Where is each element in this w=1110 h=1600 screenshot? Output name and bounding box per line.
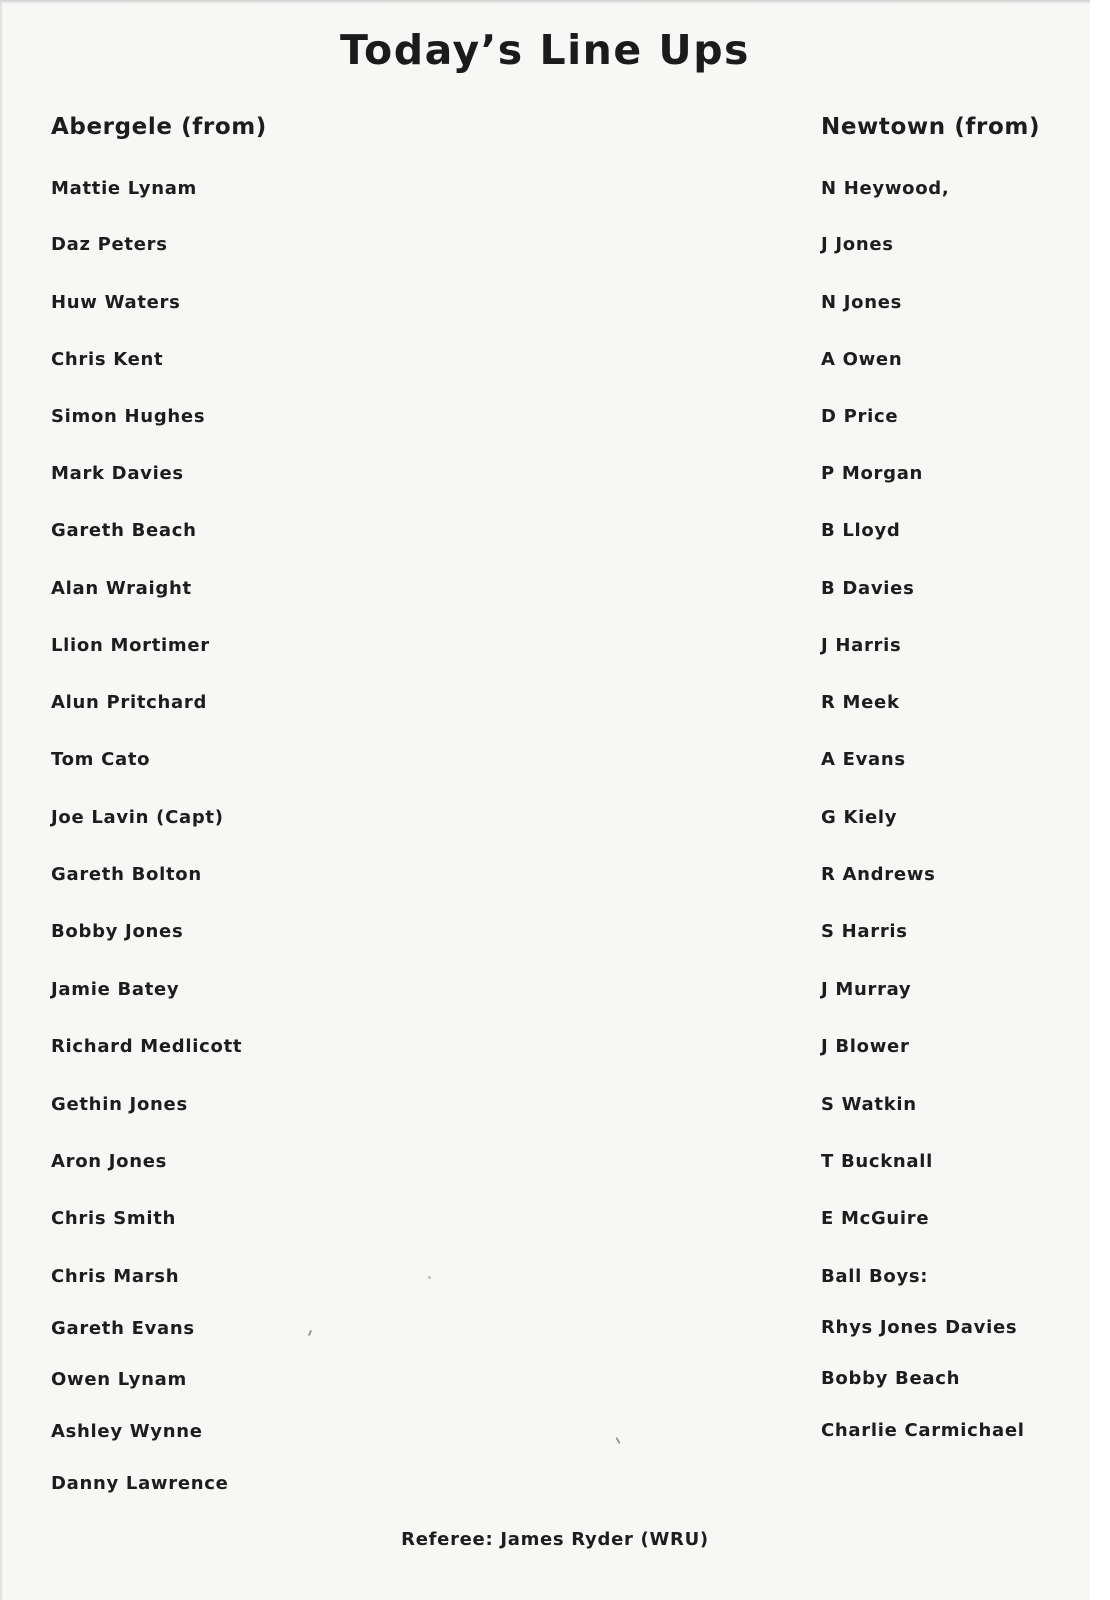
away-team-column [821, 112, 1041, 1441]
home-player: Ashley Wynne [51, 1421, 203, 1442]
home-team-column [51, 112, 267, 1494]
home-player: Tom Cato [51, 749, 151, 770]
away-team-header: Newtown (from) [821, 114, 1041, 140]
away-player: T Bucknall [821, 1151, 934, 1172]
ball-boy: Charlie Carmichael [821, 1420, 1025, 1441]
home-player: Owen Lynam [51, 1369, 187, 1390]
home-player: Gareth Evans [51, 1318, 195, 1339]
home-player: Danny Lawrence [51, 1473, 229, 1494]
home-player: Llion Mortimer [51, 635, 210, 656]
home-player: Gareth Bolton [51, 864, 202, 885]
scan-edge-top [0, 0, 1090, 4]
away-player: P Morgan [821, 463, 924, 484]
away-player: G Kiely [821, 807, 898, 828]
scan-edge-left [0, 0, 3, 1600]
home-player: Chris Kent [51, 349, 164, 370]
home-player: Jamie Batey [51, 979, 180, 1000]
home-player: Gethin Jones [51, 1094, 188, 1115]
away-player: J Blower [821, 1036, 910, 1057]
away-player: J Harris [821, 635, 902, 656]
away-player: N Heywood, [821, 178, 950, 199]
away-player: S Watkin [821, 1094, 917, 1115]
away-player: S Harris [821, 921, 908, 942]
home-player: Joe Lavin (Capt) [51, 807, 224, 828]
away-player: J Jones [821, 234, 894, 255]
home-player: Alun Pritchard [51, 692, 208, 713]
away-player: N Jones [821, 292, 903, 313]
home-player: Bobby Jones [51, 921, 184, 942]
away-player: B Davies [821, 578, 915, 599]
away-player: R Andrews [821, 864, 936, 885]
away-player: R Meek [821, 692, 900, 713]
away-player: A Owen [821, 349, 903, 370]
scan-speck [428, 1276, 431, 1279]
home-player: Alan Wraight [51, 578, 192, 599]
home-player: Mark Davies [51, 463, 184, 484]
away-player: J Murray [821, 979, 912, 1000]
away-player: A Evans [821, 749, 906, 770]
home-player: Simon Hughes [51, 406, 206, 427]
home-player: Chris Marsh [51, 1266, 180, 1287]
ball-boy: Rhys Jones Davies [821, 1317, 1018, 1338]
home-player: Chris Smith [51, 1208, 177, 1229]
home-player: Gareth Beach [51, 520, 197, 541]
page-title: Today’s Line Ups [340, 26, 750, 74]
home-player: Aron Jones [51, 1151, 168, 1172]
home-player: Mattie Lynam [51, 178, 198, 199]
ball-boys-header: Ball Boys: [821, 1266, 929, 1287]
home-player: Daz Peters [51, 234, 168, 255]
referee-line: Referee: James Ryder (WRU) [401, 1529, 709, 1550]
away-player: B Lloyd [821, 520, 901, 541]
ball-boy: Bobby Beach [821, 1368, 961, 1389]
away-player: D Price [821, 406, 899, 427]
home-player: Richard Medlicott [51, 1036, 243, 1057]
scan-speck [615, 1437, 620, 1444]
scan-speck [308, 1330, 312, 1336]
home-team-header: Abergele (from) [51, 114, 267, 140]
away-player: E McGuire [821, 1208, 930, 1229]
home-player: Huw Waters [51, 292, 181, 313]
